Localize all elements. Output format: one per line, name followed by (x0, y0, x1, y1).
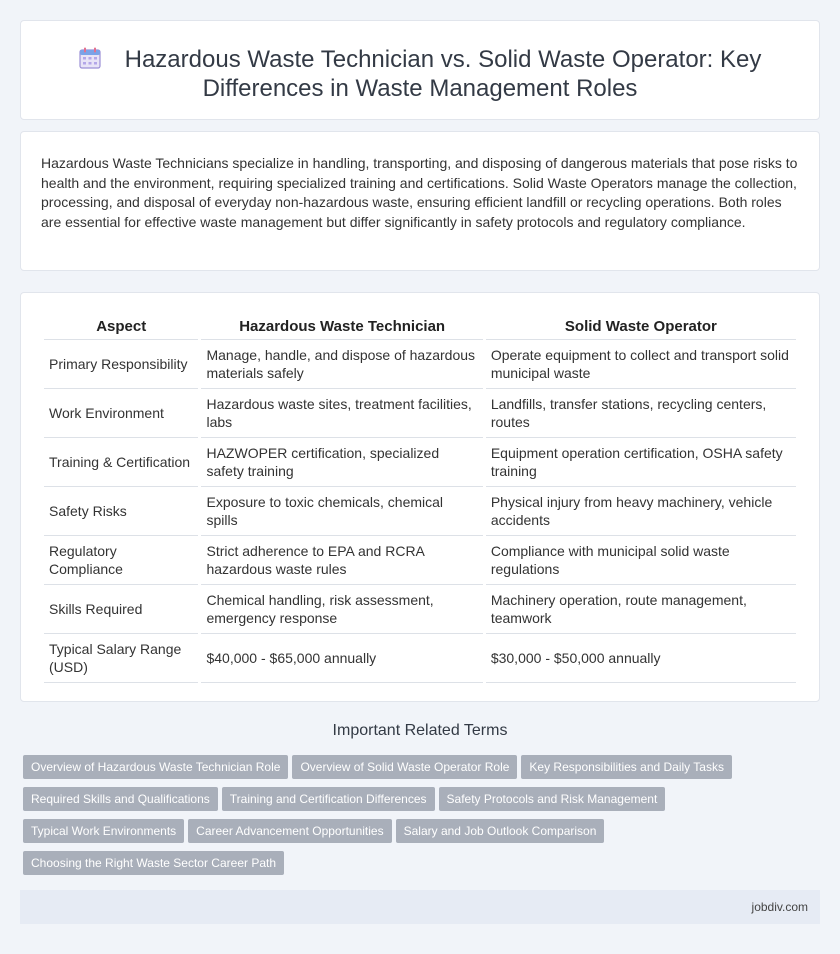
cell-aspect: Safety Risks (44, 487, 198, 536)
cell-aspect: Typical Salary Range (USD) (44, 634, 198, 683)
related-terms-heading: Important Related Terms (332, 722, 508, 739)
cell-solid: Operate equipment to collect and transport solid municipal waste (486, 340, 796, 389)
title-card (20, 20, 820, 120)
cell-aspect: Primary Responsibility (44, 340, 198, 389)
footer-site-link[interactable]: jobdiv.com (751, 900, 808, 914)
cell-solid: Machinery operation, route management, teamwork (486, 585, 796, 634)
page-title-wrap (21, 45, 819, 103)
table-header-row (44, 315, 796, 340)
table-row (44, 585, 796, 634)
comparison-table (41, 315, 799, 683)
header-solid: Solid Waste Operator (486, 315, 796, 340)
term-link[interactable]: Training and Certification Differences (222, 787, 435, 811)
intro-card (20, 131, 820, 271)
cell-aspect: Regulatory Compliance (44, 536, 198, 585)
term-link[interactable]: Career Advancement Opportunities (188, 819, 391, 843)
cell-hazardous: Chemical handling, risk assessment, emergency response (201, 585, 482, 634)
term-link[interactable]: Safety Protocols and Risk Management (439, 787, 666, 811)
cell-solid: Equipment operation certification, OSHA safety training (486, 438, 796, 487)
cell-hazardous: Manage, handle, and dispose of hazardous materials safely (201, 340, 482, 389)
cell-hazardous: Exposure to toxic chemicals, chemical spills (201, 487, 482, 536)
cell-hazardous: Strict adherence to EPA and RCRA hazardous waste rules (201, 536, 482, 585)
table-row (44, 487, 796, 536)
calendar-icon (79, 47, 101, 69)
cell-hazardous: HAZWOPER certification, specialized safety training (201, 438, 482, 487)
term-link[interactable]: Choosing the Right Waste Sector Career Path (23, 851, 284, 875)
page-title: Hazardous Waste Technician vs. Solid Waste Operator: Key Differences in Waste Management Roles (124, 46, 762, 102)
header-hazardous: Hazardous Waste Technician (201, 315, 482, 340)
cell-solid: Landfills, transfer stations, recycling centers, routes (486, 389, 796, 438)
table-row (44, 340, 796, 389)
cell-aspect: Training & Certification (44, 438, 198, 487)
term-link[interactable]: Typical Work Environments (23, 819, 184, 843)
cell-hazardous: $40,000 - $65,000 annually (201, 634, 482, 683)
term-row (23, 851, 783, 883)
table-row (44, 634, 796, 683)
footer (20, 890, 820, 924)
term-row (23, 819, 783, 851)
related-terms-list (23, 755, 783, 883)
cell-solid: $30,000 - $50,000 annually (486, 634, 796, 683)
term-link[interactable]: Overview of Hazardous Waste Technician Role (23, 755, 288, 779)
cell-aspect: Skills Required (44, 585, 198, 634)
term-link[interactable]: Key Responsibilities and Daily Tasks (521, 755, 732, 779)
intro-paragraph: Hazardous Waste Technicians specialize in handling, transporting, and disposing of dangerous materials that pose risks to health and the environment, requiring specialized training and certifications. Solid Waste Operators manage the collection, processing, and disposal of everyday non-hazardous waste, ensuring efficient landfill or recycling operations. Both roles are essential for effective waste management but differ significantly in safety protocols and regulatory compliance. (41, 155, 798, 230)
term-link[interactable]: Required Skills and Qualifications (23, 787, 218, 811)
cell-hazardous: Hazardous waste sites, treatment facilities, labs (201, 389, 482, 438)
table-row (44, 536, 796, 585)
term-link[interactable]: Overview of Solid Waste Operator Role (292, 755, 517, 779)
cell-aspect: Work Environment (44, 389, 198, 438)
comparison-card (20, 292, 820, 702)
header-aspect: Aspect (44, 315, 198, 340)
term-row (23, 787, 783, 819)
table-row (44, 389, 796, 438)
cell-solid: Compliance with municipal solid waste regulations (486, 536, 796, 585)
cell-solid: Physical injury from heavy machinery, vehicle accidents (486, 487, 796, 536)
term-link[interactable]: Salary and Job Outlook Comparison (396, 819, 605, 843)
table-row (44, 438, 796, 487)
term-row (23, 755, 783, 787)
